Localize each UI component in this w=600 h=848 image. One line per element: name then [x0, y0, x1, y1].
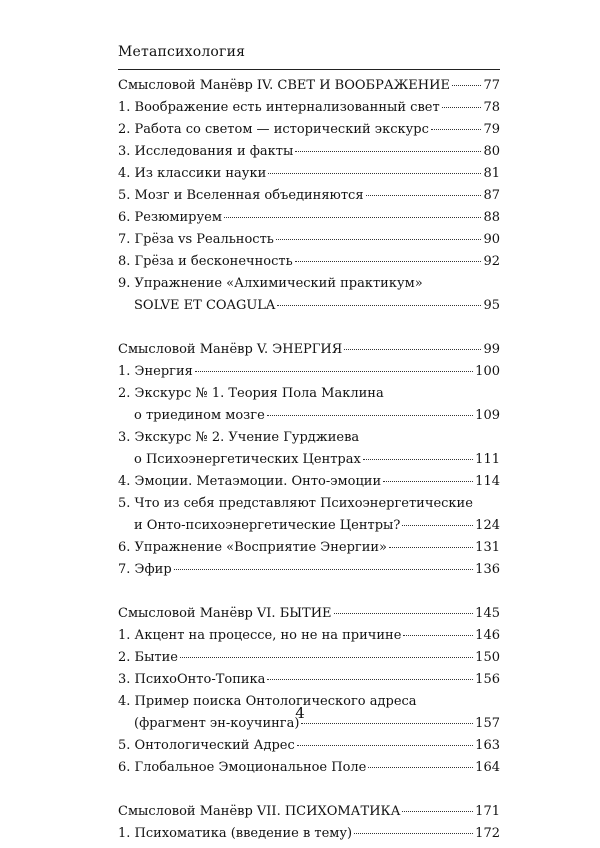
- entry-title: 3. ПсихоОнто-Топика: [118, 672, 266, 687]
- entry-page: 79: [483, 122, 500, 137]
- toc-entry: [118, 562, 500, 584]
- dot-leader: [402, 525, 473, 526]
- entry-title: 3. Экскурс № 2. Учение Гурджиева: [118, 430, 360, 445]
- entry-title: 2. Работа со светом — исторический экскурс: [118, 122, 429, 137]
- toc-entry: [118, 540, 500, 562]
- entry-page: 109: [475, 408, 500, 423]
- entry-page: 136: [475, 562, 500, 577]
- entry-page: 99: [483, 342, 500, 357]
- toc-entry: [118, 386, 500, 408]
- entry-title: 7. Эфир: [118, 562, 172, 577]
- toc-entry: [118, 760, 500, 782]
- entry-page: 80: [483, 144, 500, 159]
- toc-entry: [118, 122, 500, 144]
- toc-entry: [118, 826, 500, 848]
- entry-page: 90: [483, 232, 500, 247]
- table-of-contents: [118, 78, 500, 848]
- entry-title: о триедином мозге: [134, 408, 265, 423]
- dot-leader: [368, 767, 473, 768]
- entry-page: 131: [475, 540, 500, 555]
- toc-entry: [118, 188, 500, 210]
- entry-title: Смысловой Манёвр VI. БЫТИЕ: [118, 606, 332, 621]
- toc-entry: [118, 496, 500, 518]
- entry-title: 2. Экскурс № 1. Теория Пола Маклина: [118, 386, 384, 401]
- toc-entry: [118, 738, 500, 760]
- dot-leader: [363, 459, 473, 460]
- toc-entry: [118, 298, 500, 320]
- toc-entry: [118, 408, 500, 430]
- toc-entry: [118, 254, 500, 276]
- dot-leader: [268, 173, 481, 174]
- dot-leader: [431, 129, 482, 130]
- entry-page: 92: [483, 254, 500, 269]
- entry-page: 78: [483, 100, 500, 115]
- toc-entry: [118, 474, 500, 496]
- toc-entry: [118, 166, 500, 188]
- entry-page: 111: [475, 452, 500, 467]
- dot-leader: [366, 195, 482, 196]
- toc-entry: [118, 100, 500, 122]
- entry-page: 172: [475, 826, 500, 841]
- dot-leader: [354, 833, 473, 834]
- entry-title: 1. Акцент на процессе, но не на причине: [118, 628, 402, 643]
- section-heading: [118, 342, 500, 364]
- entry-title: 1. Воображение есть интернализованный свет: [118, 100, 440, 115]
- toc-entry: [118, 276, 500, 298]
- entry-page: 81: [483, 166, 500, 181]
- entry-title: о Психоэнергетических Центрах: [134, 452, 361, 467]
- entry-title: Смысловой Манёвр VII. ПСИХОМАТИКА: [118, 804, 401, 819]
- dot-leader: [295, 151, 481, 152]
- entry-title: 4. Из классики науки: [118, 166, 267, 181]
- dot-leader: [402, 811, 473, 812]
- entry-title: 6. Упражнение «Восприятие Энергии»: [118, 540, 388, 555]
- page-number: 4: [295, 704, 305, 722]
- entry-page: 124: [475, 518, 500, 533]
- dot-leader: [442, 107, 482, 108]
- dot-leader: [383, 481, 473, 482]
- entry-title: 1. Психоматика (введение в тему): [118, 826, 353, 841]
- section-heading: [118, 606, 500, 628]
- dot-leader: [297, 745, 473, 746]
- entry-title: Смысловой Манёвр IV. СВЕТ И ВООБРАЖЕНИЕ: [118, 78, 450, 93]
- running-header: Метапсихология: [118, 44, 246, 60]
- entry-page: 171: [475, 804, 500, 819]
- entry-title: 9. Упражнение «Алхимический практикум»: [118, 276, 423, 291]
- entry-page: 145: [475, 606, 500, 621]
- dot-leader: [295, 261, 482, 262]
- entry-title: 3. Исследования и факты: [118, 144, 294, 159]
- toc-entry: [118, 232, 500, 254]
- entry-page: 163: [475, 738, 500, 753]
- entry-page: 156: [475, 672, 500, 687]
- toc-entry: [118, 628, 500, 650]
- entry-title: 6. Глобальное Эмоциональное Поле: [118, 760, 367, 775]
- dot-leader: [276, 239, 482, 240]
- entry-title: Смысловой Манёвр V. ЭНЕРГИЯ: [118, 342, 343, 357]
- dot-leader: [403, 635, 473, 636]
- dot-leader: [267, 679, 473, 680]
- dot-leader: [195, 371, 473, 372]
- entry-title: 4. Пример поиска Онтологического адреса: [118, 694, 417, 709]
- dot-leader: [452, 85, 481, 86]
- entry-title: 1. Энергия: [118, 364, 193, 379]
- dot-leader: [224, 217, 482, 218]
- toc-entry: [118, 650, 500, 672]
- dot-leader: [334, 613, 474, 614]
- section-heading: [118, 78, 500, 100]
- entry-title: и Онто-психоэнергетические Центры?: [134, 518, 401, 533]
- toc-entry: [118, 452, 500, 474]
- entry-title: 8. Грёза и бесконечность: [118, 254, 293, 269]
- dot-leader: [277, 305, 481, 306]
- entry-title: 7. Грёза vs Реальность: [118, 232, 274, 247]
- dot-leader: [389, 547, 473, 548]
- header-rule: [118, 69, 500, 70]
- entry-page: 157: [475, 716, 500, 731]
- toc-entry: [118, 672, 500, 694]
- toc-entry: [118, 210, 500, 232]
- toc-entry: [118, 364, 500, 386]
- entry-page: 95: [483, 298, 500, 313]
- entry-page: 146: [475, 628, 500, 643]
- entry-title: 5. Онтологический Адрес: [118, 738, 295, 753]
- entry-page: 164: [475, 760, 500, 775]
- entry-title: SOLVE ET COAGULA: [134, 298, 276, 313]
- dot-leader: [267, 415, 473, 416]
- entry-title: 2. Бытие: [118, 650, 178, 665]
- entry-page: 150: [475, 650, 500, 665]
- dot-leader: [301, 723, 473, 724]
- dot-leader: [174, 569, 474, 570]
- entry-page: 88: [483, 210, 500, 225]
- entry-title: (фрагмент эн-коучинга): [134, 716, 300, 731]
- toc-entry: [118, 430, 500, 452]
- entry-title: 4. Эмоции. Метаэмоции. Онто-эмоции: [118, 474, 382, 489]
- dot-leader: [344, 349, 481, 350]
- entry-page: 114: [475, 474, 500, 489]
- entry-page: 77: [483, 78, 500, 93]
- toc-entry: [118, 518, 500, 540]
- entry-title: 6. Резюмируем: [118, 210, 222, 225]
- dot-leader: [180, 657, 473, 658]
- entry-page: 100: [475, 364, 500, 379]
- section-heading: [118, 804, 500, 826]
- toc-entry: [118, 144, 500, 166]
- entry-title: 5. Мозг и Вселенная объединяются: [118, 188, 364, 203]
- entry-page: 87: [483, 188, 500, 203]
- entry-title: 5. Что из себя представляют Психоэнергетические: [118, 496, 473, 511]
